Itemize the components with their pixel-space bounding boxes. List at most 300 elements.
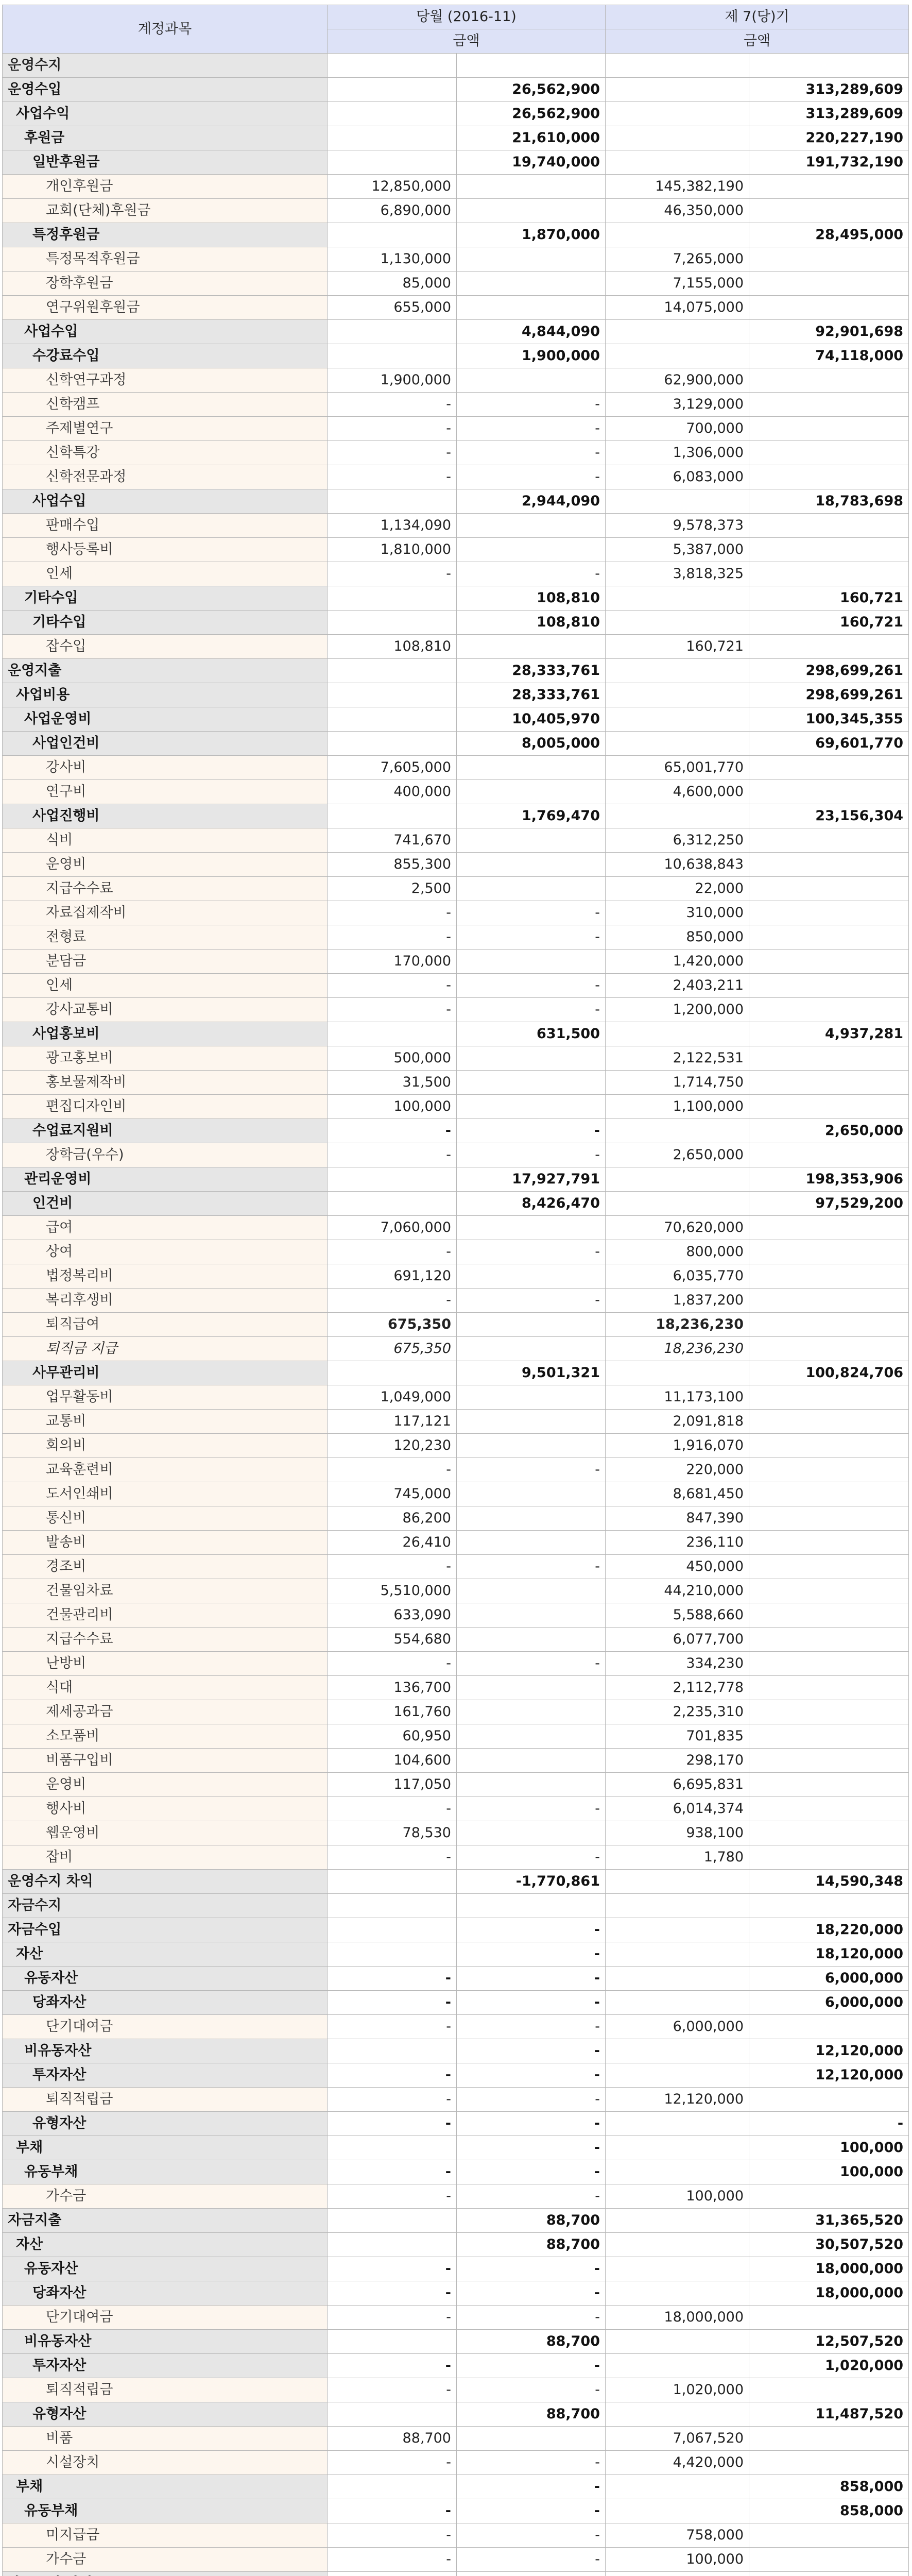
account-name: 지급수수료 — [3, 877, 328, 901]
cumulative-period-header: 제 7(당)기 — [606, 5, 909, 29]
account-name: 업무활동비 — [3, 1385, 328, 1410]
table-row — [3, 102, 909, 126]
account-name: 특정후원금 — [3, 223, 328, 247]
amount-cell-b: 88,700 — [457, 2233, 606, 2257]
amount-cell-a — [328, 489, 457, 514]
table-row — [3, 732, 909, 756]
amount-cell-d — [749, 998, 909, 1022]
amount-cell-b: - — [457, 1555, 606, 1579]
amount-cell-d: 12,120,000 — [749, 2039, 909, 2063]
table-row — [3, 320, 909, 344]
account-name: 발송비 — [3, 1531, 328, 1555]
amount-cell-d — [749, 1749, 909, 1773]
amount-cell-d — [749, 1313, 909, 1337]
amount-cell-a — [328, 2475, 457, 2499]
amount-cell-c: 1,306,000 — [606, 441, 749, 465]
account-name: 사업홍보비 — [3, 1022, 328, 1046]
table-row — [3, 1143, 909, 1167]
table-row — [3, 1361, 909, 1385]
account-name: 연구비 — [3, 780, 328, 804]
table-row — [3, 393, 909, 417]
amount-cell-b: - — [457, 1119, 606, 1143]
amount-cell-a: 500,000 — [328, 1046, 457, 1071]
amount-cell-c: 310,000 — [606, 901, 749, 925]
amount-cell-a: - — [328, 2257, 457, 2281]
amount-cell-c — [606, 1022, 749, 1046]
amount-cell-c: 9,578,373 — [606, 514, 749, 538]
amount-cell-c: 847,390 — [606, 1506, 749, 1531]
account-name: 강사교통비 — [3, 998, 328, 1022]
amount-cell-c — [606, 2160, 749, 2184]
amount-cell-d: 18,000,000 — [749, 2257, 909, 2281]
account-name: 관리운영비 — [3, 1167, 328, 1192]
amount-cell-a: - — [328, 1967, 457, 1991]
amount-cell-c: 450,000 — [606, 1555, 749, 1579]
table-row — [3, 562, 909, 586]
amount-cell-c — [606, 78, 749, 102]
table-row — [3, 150, 909, 175]
amount-cell-c: 22,000 — [606, 877, 749, 901]
amount-cell-c: 236,110 — [606, 1531, 749, 1555]
amount-cell-d — [749, 1071, 909, 1095]
amount-cell-c: 7,067,520 — [606, 2427, 749, 2451]
amount-cell-a: 88,700 — [328, 2427, 457, 2451]
amount-cell-a: - — [328, 393, 457, 417]
amount-cell-b — [457, 296, 606, 320]
amount-cell-b: - — [457, 1991, 606, 2015]
amount-cell-b — [457, 1579, 606, 1603]
account-name: 사업수익 — [3, 102, 328, 126]
amount-cell-d — [749, 1506, 909, 1531]
table-row — [3, 2451, 909, 2475]
amount-cell-a: - — [328, 2378, 457, 2402]
amount-cell-a: 2,500 — [328, 877, 457, 901]
table-row — [3, 2257, 909, 2281]
amount-cell-b: - — [457, 417, 606, 441]
amount-cell-d — [749, 2378, 909, 2402]
amount-cell-b: - — [457, 2257, 606, 2281]
table-row — [3, 2233, 909, 2257]
amount-cell-b: - — [457, 1918, 606, 1942]
amount-cell-b: - — [457, 2548, 606, 2572]
amount-cell-d — [749, 272, 909, 296]
amount-cell-c: 18,236,230 — [606, 1337, 749, 1361]
amount-cell-b: 2,944,090 — [457, 489, 606, 514]
table-row — [3, 296, 909, 320]
amount-cell-c: 62,900,000 — [606, 368, 749, 393]
amount-cell-c — [606, 150, 749, 175]
table-row — [3, 2572, 909, 2576]
amount-cell-c — [606, 804, 749, 828]
amount-cell-d — [749, 974, 909, 998]
account-name: 광고홍보비 — [3, 1046, 328, 1071]
amount-cell-d: 313,289,609 — [749, 102, 909, 126]
account-name: 전형료 — [3, 925, 328, 950]
table-row — [3, 126, 909, 150]
account-name: 퇴직급여 — [3, 1313, 328, 1337]
account-name: 시설장치 — [3, 2451, 328, 2475]
amount-cell-a — [328, 2233, 457, 2257]
amount-cell-b — [457, 877, 606, 901]
account-name: 교육훈련비 — [3, 1458, 328, 1482]
table-row — [3, 1119, 909, 1143]
amount-cell-d — [749, 247, 909, 272]
amount-cell-b: 8,005,000 — [457, 732, 606, 756]
amount-cell-b — [457, 1216, 606, 1240]
amount-cell-b: - — [457, 1240, 606, 1264]
amount-cell-a — [328, 707, 457, 732]
amount-cell-b — [457, 1410, 606, 1434]
table-row — [3, 1313, 909, 1337]
amount-cell-a: - — [328, 2088, 457, 2112]
amount-cell-c — [606, 2039, 749, 2063]
account-name: 웹운영비 — [3, 1821, 328, 1845]
table-row — [3, 2209, 909, 2233]
amount-cell-c — [606, 659, 749, 683]
amount-cell-a: 400,000 — [328, 780, 457, 804]
amount-cell-a — [328, 1894, 457, 1918]
amount-cell-a: 5,510,000 — [328, 1579, 457, 1603]
amount-cell-b — [457, 756, 606, 780]
account-name: 인세 — [3, 974, 328, 998]
amount-cell-c: 5,588,660 — [606, 1603, 749, 1628]
amount-cell-d — [749, 1216, 909, 1240]
amount-cell-b: - — [457, 562, 606, 586]
account-name: 특정목적후원금 — [3, 247, 328, 272]
amount-cell-b: - — [457, 998, 606, 1022]
table-row — [3, 2015, 909, 2039]
amount-cell-d — [749, 1531, 909, 1555]
amount-cell-c — [606, 223, 749, 247]
table-row — [3, 1845, 909, 1870]
account-name: 자금수입 — [3, 1918, 328, 1942]
amount-cell-c: 46,350,000 — [606, 199, 749, 223]
amount-cell-a: 554,680 — [328, 1628, 457, 1652]
amount-cell-b — [457, 514, 606, 538]
table-row — [3, 417, 909, 441]
amount-cell-a: 1,900,000 — [328, 368, 457, 393]
amount-cell-b: - — [457, 2160, 606, 2184]
amount-cell-d — [749, 2088, 909, 2112]
amount-cell-a: - — [328, 2306, 457, 2330]
amount-cell-d — [749, 1410, 909, 1434]
amount-cell-c: 2,122,531 — [606, 1046, 749, 1071]
amount-cell-a — [328, 1361, 457, 1385]
amount-cell-d: 18,000,000 — [749, 2281, 909, 2306]
amount-cell-d: 100,345,355 — [749, 707, 909, 732]
amount-cell-c: 6,035,770 — [606, 1264, 749, 1289]
amount-cell-d: 220,227,190 — [749, 126, 909, 150]
ledger-table — [2, 5, 909, 2576]
account-name: 유동부채 — [3, 2499, 328, 2523]
table-row — [3, 2354, 909, 2378]
amount-cell-d — [749, 2523, 909, 2548]
amount-cell-d — [749, 1724, 909, 1749]
amount-cell-c: 1,714,750 — [606, 1071, 749, 1095]
account-name: 사무관리비 — [3, 1361, 328, 1385]
amount-cell-d: 858,000 — [749, 2475, 909, 2499]
amount-cell-a: 117,050 — [328, 1773, 457, 1797]
amount-cell-c — [606, 1991, 749, 2015]
account-name: 잡비 — [3, 1845, 328, 1870]
amount-cell-a: - — [328, 1652, 457, 1676]
table-row — [3, 1724, 909, 1749]
table-row — [3, 1095, 909, 1119]
amount-cell-d — [749, 296, 909, 320]
amount-cell-c — [606, 344, 749, 368]
account-name: 비품 — [3, 2427, 328, 2451]
table-row — [3, 223, 909, 247]
table-row — [3, 1700, 909, 1724]
current-amount-header: 금액 — [328, 29, 606, 54]
amount-cell-a — [328, 1870, 457, 1894]
table-row — [3, 901, 909, 925]
amount-cell-b — [457, 1482, 606, 1506]
amount-cell-c: 7,155,000 — [606, 272, 749, 296]
amount-cell-b — [457, 368, 606, 393]
amount-cell-d — [749, 2548, 909, 2572]
amount-cell-d — [749, 1240, 909, 1264]
account-name: 투자자산 — [3, 2354, 328, 2378]
amount-cell-b — [457, 272, 606, 296]
amount-cell-c — [606, 489, 749, 514]
amount-cell-b: - — [457, 901, 606, 925]
amount-cell-d: 100,000 — [749, 2160, 909, 2184]
table-row — [3, 2281, 909, 2306]
amount-cell-d — [749, 635, 909, 659]
amount-cell-b: - — [457, 2523, 606, 2548]
amount-cell-b — [457, 1095, 606, 1119]
amount-cell-d — [749, 925, 909, 950]
amount-cell-d — [749, 1579, 909, 1603]
account-name: 사업운영비 — [3, 707, 328, 732]
amount-cell-b — [457, 1628, 606, 1652]
amount-cell-c: 334,230 — [606, 1652, 749, 1676]
table-row — [3, 1797, 909, 1821]
amount-cell-c: 938,100 — [606, 1821, 749, 1845]
amount-cell-a: - — [328, 2281, 457, 2306]
table-row — [3, 1071, 909, 1095]
amount-cell-a — [328, 804, 457, 828]
table-row — [3, 828, 909, 853]
amount-cell-d: 18,120,000 — [749, 1942, 909, 1967]
table-row — [3, 2475, 909, 2499]
amount-cell-b: 88,700 — [457, 2402, 606, 2427]
amount-cell-c: 4,420,000 — [606, 2451, 749, 2475]
amount-cell-d: 11,487,520 — [749, 2402, 909, 2427]
amount-cell-b: - — [457, 974, 606, 998]
amount-cell-d: 74,118,000 — [749, 344, 909, 368]
amount-cell-d — [749, 1385, 909, 1410]
amount-cell-b: - — [457, 2136, 606, 2160]
amount-cell-a — [328, 586, 457, 611]
amount-cell-b: 8,426,470 — [457, 1192, 606, 1216]
amount-cell-a: 633,090 — [328, 1603, 457, 1628]
account-name: 부채 — [3, 2136, 328, 2160]
amount-cell-d — [749, 1046, 909, 1071]
amount-cell-d — [749, 1555, 909, 1579]
amount-cell-d — [749, 1628, 909, 1652]
amount-cell-d — [749, 465, 909, 489]
table-row — [3, 1434, 909, 1458]
account-name: 사업인건비 — [3, 732, 328, 756]
amount-cell-b — [457, 1749, 606, 1773]
amount-cell-d — [749, 1676, 909, 1700]
amount-cell-b: 21,610,000 — [457, 126, 606, 150]
amount-cell-c: 6,312,250 — [606, 828, 749, 853]
amount-cell-c: 11,173,100 — [606, 1385, 749, 1410]
amount-cell-b: - — [457, 2499, 606, 2523]
amount-cell-b: 26,562,900 — [457, 78, 606, 102]
amount-cell-a — [328, 1167, 457, 1192]
amount-cell-b: - — [457, 1967, 606, 1991]
account-name: 사업수입 — [3, 320, 328, 344]
amount-cell-a — [328, 683, 457, 707]
account-name: 퇴직금 지급 — [3, 1337, 328, 1361]
amount-cell-a — [328, 659, 457, 683]
amount-cell-d — [749, 780, 909, 804]
account-name: 홍보물제작비 — [3, 1071, 328, 1095]
account-name: 신학전문과정 — [3, 465, 328, 489]
amount-cell-a — [328, 611, 457, 635]
amount-cell-d: 18,783,698 — [749, 489, 909, 514]
table-row — [3, 2112, 909, 2136]
amount-cell-d: 23,156,304 — [749, 804, 909, 828]
amount-cell-b: - — [457, 1797, 606, 1821]
amount-cell-b: 631,500 — [457, 1022, 606, 1046]
amount-cell-c: 2,403,211 — [606, 974, 749, 998]
amount-cell-c: 1,100,000 — [606, 1095, 749, 1119]
amount-cell-c — [606, 732, 749, 756]
amount-cell-c — [606, 1361, 749, 1385]
amount-cell-b — [457, 1046, 606, 1071]
amount-cell-b — [457, 1385, 606, 1410]
amount-cell-c — [606, 683, 749, 707]
account-name: 교회(단체)후원금 — [3, 199, 328, 223]
table-row — [3, 1676, 909, 1700]
amount-cell-b — [457, 1434, 606, 1458]
account-name: 후원금 — [3, 126, 328, 150]
amount-cell-a — [328, 2209, 457, 2233]
amount-cell-b: - — [457, 441, 606, 465]
amount-cell-a: 60,950 — [328, 1724, 457, 1749]
amount-cell-a — [328, 2402, 457, 2427]
amount-cell-b: - — [457, 2088, 606, 2112]
account-name: 수업료지원비 — [3, 1119, 328, 1143]
amount-cell-c: 850,000 — [606, 925, 749, 950]
amount-cell-b — [457, 1264, 606, 1289]
amount-cell-a: 6,890,000 — [328, 199, 457, 223]
table-row — [3, 877, 909, 901]
amount-cell-b: 28,333,761 — [457, 659, 606, 683]
amount-cell-a: 78,530 — [328, 1821, 457, 1845]
amount-cell-b — [457, 853, 606, 877]
account-name: 운영수지 — [3, 54, 328, 78]
table-row — [3, 635, 909, 659]
account-name: 유동자산 — [3, 2257, 328, 2281]
amount-cell-d: 313,289,609 — [749, 78, 909, 102]
amount-cell-d — [749, 368, 909, 393]
amount-cell-b: - — [457, 2306, 606, 2330]
amount-cell-c — [606, 320, 749, 344]
amount-cell-a: 691,120 — [328, 1264, 457, 1289]
amount-cell-b: 108,810 — [457, 586, 606, 611]
account-name: 행사비 — [3, 1797, 328, 1821]
amount-cell-d: 92,901,698 — [749, 320, 909, 344]
amount-cell-d: 12,507,520 — [749, 2330, 909, 2354]
amount-cell-c — [606, 586, 749, 611]
amount-cell-b: -1,770,861 — [457, 1870, 606, 1894]
amount-cell-b — [457, 828, 606, 853]
table-row — [3, 2184, 909, 2209]
table-row — [3, 1167, 909, 1192]
amount-cell-a: - — [328, 2523, 457, 2548]
table-row — [3, 950, 909, 974]
amount-cell-c: 700,000 — [606, 417, 749, 441]
amount-cell-c: 18,000,000 — [606, 2306, 749, 2330]
amount-cell-d — [749, 950, 909, 974]
table-row — [3, 1192, 909, 1216]
amount-cell-c — [606, 2209, 749, 2233]
amount-cell-c: 3,129,000 — [606, 393, 749, 417]
amount-cell-d — [749, 1845, 909, 1870]
table-row — [3, 465, 909, 489]
table-row — [3, 175, 909, 199]
amount-cell-d: 12,120,000 — [749, 2063, 909, 2088]
amount-cell-c: 6,695,831 — [606, 1773, 749, 1797]
amount-cell-c — [606, 611, 749, 635]
amount-cell-c — [606, 1119, 749, 1143]
amount-cell-a: 1,130,000 — [328, 247, 457, 272]
amount-cell-c — [606, 2330, 749, 2354]
table-row — [3, 853, 909, 877]
amount-cell-a: 161,760 — [328, 1700, 457, 1724]
account-name: 신학연구과정 — [3, 368, 328, 393]
amount-cell-d: - — [749, 2112, 909, 2136]
amount-cell-d — [749, 1458, 909, 1482]
account-name: 일반후원금 — [3, 150, 328, 175]
account-name: 편집디자인비 — [3, 1095, 328, 1119]
amount-cell-b: 1,870,000 — [457, 223, 606, 247]
account-column-header: 계정과목 — [3, 5, 328, 54]
amount-cell-a: - — [328, 1797, 457, 1821]
account-name: 도서인쇄비 — [3, 1482, 328, 1506]
amount-cell-d: 160,721 — [749, 586, 909, 611]
amount-cell-c — [606, 1870, 749, 1894]
amount-cell-a: - — [328, 1991, 457, 2015]
amount-cell-d — [749, 1095, 909, 1119]
table-row — [3, 344, 909, 368]
table-row — [3, 2402, 909, 2427]
account-name: 유형자산 — [3, 2112, 328, 2136]
amount-cell-a: - — [328, 974, 457, 998]
amount-cell-c: 1,916,070 — [606, 1434, 749, 1458]
table-row — [3, 1240, 909, 1264]
amount-cell-d — [749, 2572, 909, 2576]
amount-cell-b: 88,700 — [457, 2209, 606, 2233]
table-row — [3, 1918, 909, 1942]
account-name: 유형자산 — [3, 2402, 328, 2427]
amount-cell-c — [606, 1894, 749, 1918]
amount-cell-d — [749, 1482, 909, 1506]
amount-cell-a: - — [328, 1458, 457, 1482]
amount-cell-a: 7,605,000 — [328, 756, 457, 780]
account-name: 신학특강 — [3, 441, 328, 465]
table-row — [3, 1579, 909, 1603]
account-name: 사업진행비 — [3, 804, 328, 828]
amount-cell-c — [606, 2281, 749, 2306]
amount-cell-b: 26,562,900 — [457, 102, 606, 126]
